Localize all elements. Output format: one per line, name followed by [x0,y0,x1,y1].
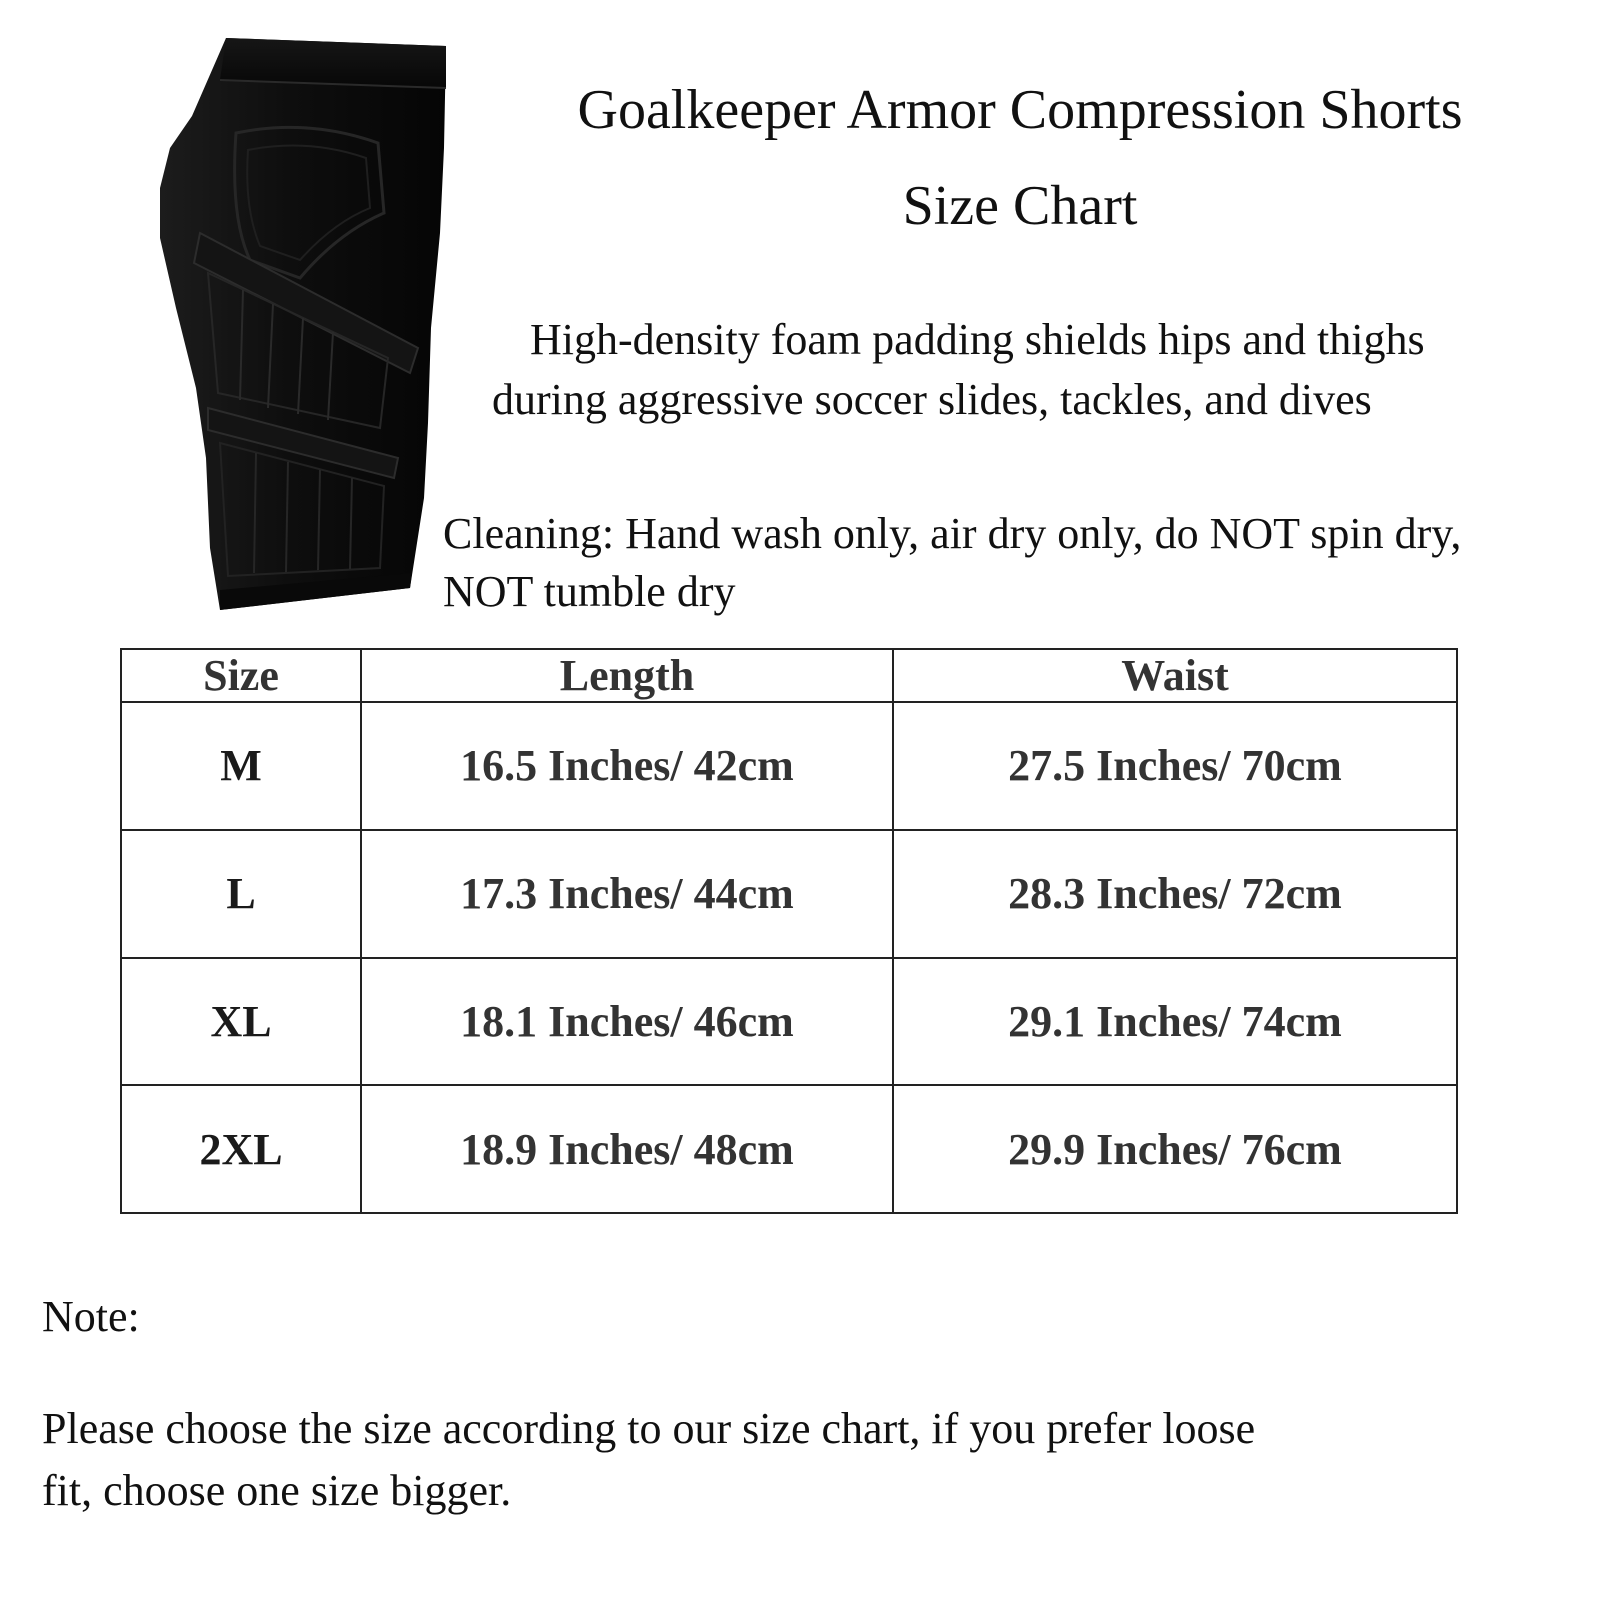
note-text [42,1398,1255,1522]
note-line: fit, choose one size bigger. [42,1466,512,1515]
table-row [121,1085,1457,1213]
page-subtitle: Size Chart [902,175,1138,237]
header-waist: Waist [893,649,1457,702]
header-length: Length [361,649,893,702]
page-title: Goalkeeper Armor Compression Shorts [577,79,1463,141]
note-line: Please choose the size according to our size chart, if you prefer loose [42,1404,1256,1453]
size-cell: M [121,702,361,830]
size-cell: 2XL [121,1085,361,1213]
description-line: High-density foam padding shields hips and thighs [530,315,1425,364]
product-description [492,310,1425,430]
table-row [121,958,1457,1086]
waist-cell: 29.9 Inches/ 76cm [893,1085,1457,1213]
length-cell: 18.1 Inches/ 46cm [361,958,893,1086]
cleaning-instructions [443,505,1461,621]
length-cell: 18.9 Inches/ 48cm [361,1085,893,1213]
length-cell: 17.3 Inches/ 44cm [361,830,893,958]
table-row [121,702,1457,830]
size-cell: XL [121,958,361,1086]
table-row [121,830,1457,958]
size-chart-table [120,648,1458,1214]
cleaning-line: Cleaning: Hand wash only, air dry only, do NOT spin dry, [443,509,1462,558]
header-size: Size [121,649,361,702]
length-cell: 16.5 Inches/ 42cm [361,702,893,830]
table-header-row [121,649,1457,702]
description-line: during aggressive soccer slides, tackles, and dives [492,375,1372,424]
waist-cell: 28.3 Inches/ 72cm [893,830,1457,958]
note-label: Note: [42,1292,140,1341]
waist-cell: 29.1 Inches/ 74cm [893,958,1457,1086]
cleaning-line: NOT tumble dry [443,567,736,616]
compression-shorts-image [148,28,468,613]
waist-cell: 27.5 Inches/ 70cm [893,702,1457,830]
size-cell: L [121,830,361,958]
